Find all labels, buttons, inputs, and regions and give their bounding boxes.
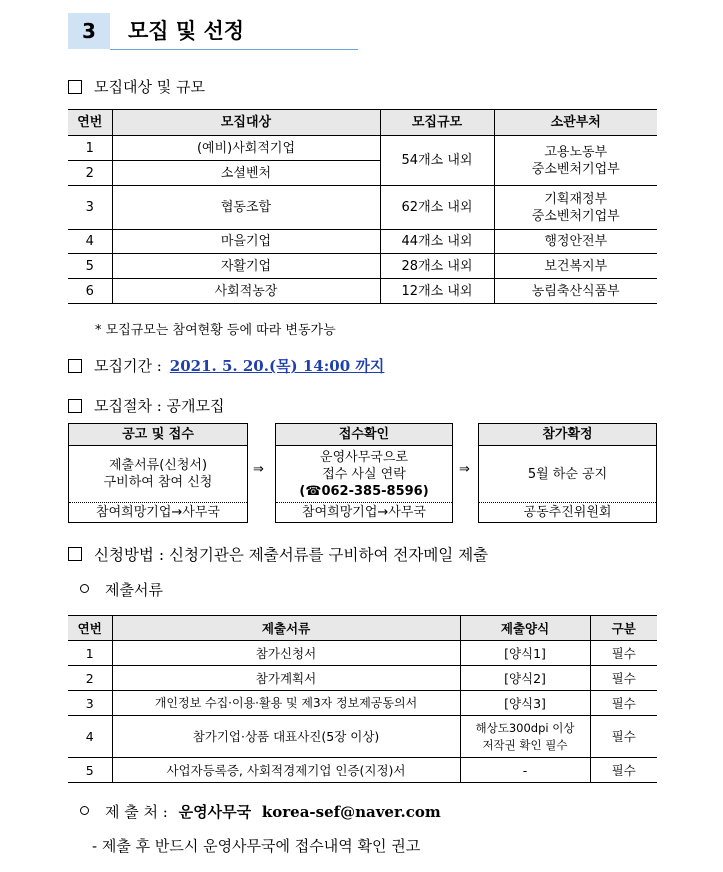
row-no: 5: [68, 254, 112, 279]
procedure-step-2: [275, 423, 453, 523]
table-row: [68, 279, 657, 304]
row-form: [양식1]: [460, 641, 590, 666]
checkbox-icon: [68, 547, 82, 561]
section-header: [68, 13, 358, 51]
row-type: 필수: [590, 666, 657, 691]
row-ministry: [494, 186, 657, 230]
procedure-step-1: [68, 423, 248, 523]
table-row: [68, 254, 657, 279]
circle-bullet-icon: [80, 806, 89, 815]
submit-to: [80, 801, 441, 822]
header-form: 제출양식: [460, 616, 590, 641]
checkbox-icon: [68, 359, 82, 373]
header-doc: 제출서류: [112, 616, 460, 641]
targets-table: [68, 109, 657, 304]
row-target: 마을기업: [112, 230, 380, 254]
checkbox-icon: [68, 399, 82, 413]
header-no: 연번: [68, 110, 112, 136]
ministry-line: 기획재정부: [544, 191, 608, 207]
documents-table: [68, 615, 657, 783]
apply-method-text: 신청방법 : 신청기관은 제출서류를 구비하여 전자메일 제출: [94, 546, 489, 564]
row-no: 3: [68, 691, 112, 716]
checkbox-icon: [68, 80, 82, 94]
procedure-step-3: [478, 423, 657, 523]
table-row: [68, 186, 657, 230]
header-no: 연번: [68, 616, 112, 641]
form-line: 해상도300dpi 이상: [475, 720, 575, 735]
row-ministry: 농림축산식품부: [494, 279, 657, 304]
table-row: [68, 230, 657, 254]
row-type: 필수: [590, 758, 657, 783]
row-target: 소셜벤처: [112, 161, 380, 186]
row-target: 협동조합: [112, 186, 380, 230]
step-footer: 참여희망기업→사무국: [69, 502, 247, 522]
submit-email: korea-sef@naver.com: [261, 803, 441, 821]
scale-heading: [68, 76, 205, 97]
period-value: 2021. 5. 20.(목) 14:00 까지: [169, 357, 385, 375]
form-line: 저작권 확인 필수: [482, 737, 568, 752]
step-footer: 공동추진위원회: [479, 502, 656, 522]
row-no: 6: [68, 279, 112, 304]
row-no: 4: [68, 230, 112, 254]
scale-note: * 모집규모는 참여현황 등에 따라 변동가능: [95, 323, 336, 338]
period-line: [68, 355, 384, 376]
step-title: 접수확인: [276, 424, 452, 446]
documents-heading-text: 제출서류: [105, 581, 163, 599]
procedure-heading-text: 모집절차 : 공개모집: [94, 397, 225, 415]
row-doc: 개인정보 수집·이용·활용 및 제3자 정보제공동의서: [112, 691, 460, 716]
row-scale: 44개소 내외: [380, 230, 494, 254]
step-line: 운영사무국으로: [320, 449, 408, 465]
table-header-row: [68, 110, 657, 136]
arrow-right-icon: ⇒: [459, 462, 470, 477]
submit-office: 운영사무국: [178, 803, 252, 821]
row-scale: 62개소 내외: [380, 186, 494, 230]
table-row: [68, 691, 657, 716]
row-no: 3: [68, 186, 112, 230]
row-scale: 12개소 내외: [380, 279, 494, 304]
documents-heading: [80, 579, 163, 600]
ministry-line: 중소벤처기업부: [531, 161, 620, 177]
scale-heading-text: 모집대상 및 규모: [94, 78, 205, 96]
apply-method: [68, 543, 488, 565]
row-doc: 사업자등록증, 사회적경제기업 인증(지정)서: [112, 758, 460, 783]
ministry-line: 중소벤처기업부: [531, 208, 620, 224]
step-footer: 참여희망기업→사무국: [276, 502, 452, 522]
row-no: 2: [68, 161, 112, 186]
step-line: 제출서류(신청서): [108, 458, 208, 473]
row-doc: 참가신청서: [112, 641, 460, 666]
row-target: (예비)사회적기업: [112, 136, 380, 161]
submit-note: - 제출 후 반드시 운영사무국에 접수내역 확인 권고: [92, 837, 421, 855]
row-target: 사회적농장: [112, 279, 380, 304]
row-form: [양식2]: [460, 666, 590, 691]
table-row: [68, 666, 657, 691]
row-scale: 28개소 내외: [380, 254, 494, 279]
circle-bullet-icon: [80, 584, 89, 593]
row-ministry: 보건복지부: [494, 254, 657, 279]
header-target: 모집대상: [112, 110, 380, 136]
row-no: 2: [68, 666, 112, 691]
row-form: [460, 716, 590, 758]
step-title: 공고 및 접수: [69, 424, 247, 446]
table-row: [68, 758, 657, 783]
row-scale: 54개소 내외: [380, 136, 494, 186]
step-title: 참가확정: [479, 424, 656, 446]
procedure-heading: [68, 395, 225, 416]
row-form: [양식3]: [460, 691, 590, 716]
section-number: 3: [68, 13, 110, 49]
row-no: 5: [68, 758, 112, 783]
section-title: 모집 및 선정: [128, 19, 245, 43]
step-body: [69, 446, 247, 502]
header-scale: 모집규모: [380, 110, 494, 136]
step-line: 5월 하순 공지: [527, 466, 608, 482]
row-no: 1: [68, 641, 112, 666]
step-line: 구비하여 참여 신청: [103, 475, 213, 490]
step-line: 접수 사실 연락: [322, 466, 406, 482]
step-body: [276, 446, 452, 502]
header-type: 구분: [590, 616, 657, 641]
table-row: [68, 136, 657, 161]
submit-to-label: 제 출 처 :: [105, 803, 168, 821]
row-doc: 참가계획서: [112, 666, 460, 691]
row-type: 필수: [590, 691, 657, 716]
phone-number: (☎062-385-8596): [299, 483, 429, 499]
table-header-row: [68, 616, 657, 641]
row-ministry: 행정안전부: [494, 230, 657, 254]
row-no: 4: [68, 716, 112, 758]
table-row: [68, 641, 657, 666]
row-type: 필수: [590, 641, 657, 666]
ministry-line: 고용노동부: [544, 144, 608, 160]
row-target: 자활기업: [112, 254, 380, 279]
step-body: [479, 446, 656, 502]
arrow-right-icon: ⇒: [253, 462, 264, 477]
header-ministry: 소관부처: [494, 110, 657, 136]
row-no: 1: [68, 136, 112, 161]
row-ministry: [494, 136, 657, 186]
row-form: -: [460, 758, 590, 783]
section-underline: [110, 49, 358, 50]
period-label: 모집기간 :: [94, 357, 162, 375]
table-row: [68, 716, 657, 758]
row-doc: 참가기업·상품 대표사진(5장 이상): [112, 716, 460, 758]
row-type: 필수: [590, 716, 657, 758]
